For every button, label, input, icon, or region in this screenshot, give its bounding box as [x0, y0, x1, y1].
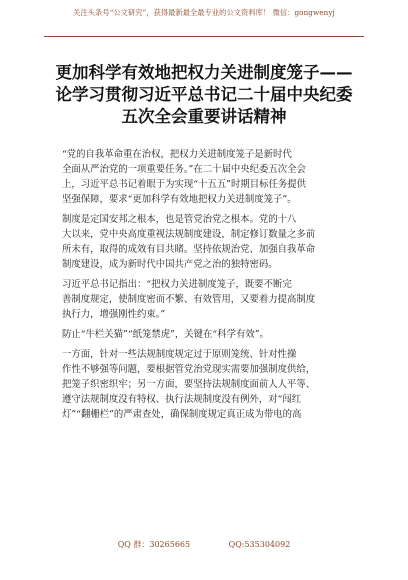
paragraph: [62, 212, 352, 272]
text-line: 上，习近平总书记着眼于为实现“十五五”时期目标任务提供: [62, 179, 306, 190]
text-line: 制度是定国安邦之根本，也是管党治党之根本。党的十八: [62, 214, 297, 225]
text-line: 所未有，取得的成效有目共睹。坚持依规治党、加强自我革命: [62, 244, 316, 255]
text-line: 作性不够强等问题，要根据管党治党现实需要加强制度供给，: [62, 364, 316, 375]
text-line: 全面从严治党的一项重要任务。”在二十届中央纪委五次全会: [62, 164, 306, 175]
paragraph: [62, 327, 352, 342]
text-line: 防止“牛栏关猫”“纸笼禁虎”，关键在“科学有效”。: [62, 329, 269, 340]
title-line: 五次全会重要讲话精神: [121, 107, 287, 126]
paragraph: [62, 147, 352, 207]
article-title: [40, 62, 368, 128]
text-line: 执行力，增强刚性约束。”: [62, 309, 166, 320]
text-line: 坚强保障，要求“更加科学有效地把权力关进制度笼子”。: [62, 194, 297, 205]
footer-qq: QQ:535304092: [228, 540, 291, 549]
text-line: 大以来，党中央高度重视法规制度建设，制定修订数量之多前: [62, 229, 316, 240]
header-divider: [44, 36, 364, 37]
text-line: “党的自我革命重在治权，把权力关进制度笼子是新时代: [62, 149, 292, 160]
text-line: 灯”“翻栅栏”的严肃查处，确保制度规定真正成为带电的高: [62, 409, 302, 420]
article-body: [62, 147, 352, 422]
paragraph: [62, 277, 352, 322]
header-banner: 关注头条号“公文研究”，获得最新最全最专业的公文资料库！ 微信：gongwenyj: [73, 8, 335, 17]
text-line: 习近平总书记指出：“把权力关进制度笼子，既要不断完: [62, 279, 292, 290]
footer-qq-group: QQ 群：30265665: [117, 540, 191, 549]
text-line: 制度建设，成为新时代中国共产党之治的独特密码。: [62, 259, 278, 270]
text-line: 一方面，针对一些法规制度规定过于原则笼统、针对性操: [62, 349, 297, 360]
text-line: 遵守法规制度没有特权、执行法规制度没有例外，对“闯红: [62, 394, 302, 405]
footer: [0, 539, 408, 550]
paragraph: [62, 347, 352, 422]
text-line: 善制度规定，使制度密而不繁、有效管用，又要着力提高制度: [62, 294, 316, 305]
text-line: 把笼子织密织牢；另一方面，要坚持法规制度面前人人平等、: [62, 379, 316, 390]
title-line: 论学习贯彻习近平总书记二十届中央纪委: [55, 85, 353, 104]
title-line: 更加科学有效地把权力关进制度笼子——: [55, 63, 353, 82]
